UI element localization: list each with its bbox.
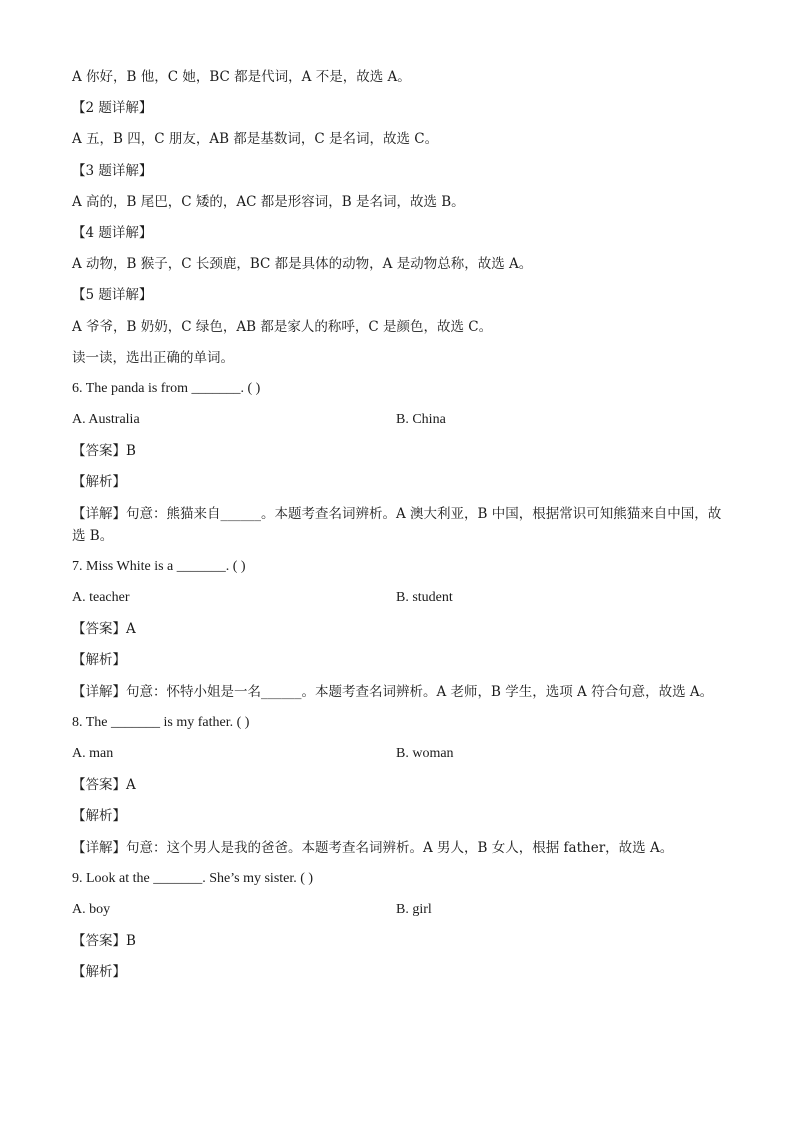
option-b: B. girl bbox=[396, 901, 432, 917]
answer-label: 【答案】A bbox=[72, 621, 136, 638]
question-options-9 bbox=[72, 899, 734, 921]
analysis-label: 【解析】 bbox=[72, 652, 126, 669]
analysis-label: 【解析】 bbox=[72, 964, 126, 981]
instruction-heading: 读一读，选出正确的单词。 bbox=[72, 349, 234, 366]
answer-label: 【答案】B bbox=[72, 443, 136, 460]
question-stem-6: 6. The panda is from _______. ( ) bbox=[72, 380, 261, 396]
question-stem-9: 9. Look at the _______. She’s my sister. ( ) bbox=[72, 870, 314, 886]
detail-text: 【详解】句意：这个男人是我的爸爸。本题考查名词辨析。A 男人，B 女人，根据 father，故选 A。 bbox=[72, 839, 674, 856]
question-stem-7: 7. Miss White is a _______. ( ) bbox=[72, 558, 246, 574]
explanation-line-4: A 动物，B 猴子，C 长颈鹿，BC 都是具体的动物，A 是动物总称，故选 A。 bbox=[72, 256, 533, 273]
detail-text: 【详解】句意：熊猫来自______。本题考查名词辨析。A 澳大利亚，B 中国，根据常识可知熊猫来自中国，故选 B。 bbox=[72, 505, 722, 544]
detail-text: 【详解】句意：怀特小姐是一名______。本题考查名词辨析。A 老师，B 学生，选项 A 符合句意，故选 A。 bbox=[72, 683, 714, 700]
option-a: A. teacher bbox=[72, 590, 130, 605]
option-a: A. Australia bbox=[72, 412, 140, 428]
option-b: B. China bbox=[396, 412, 446, 428]
answer-label: 【答案】A bbox=[72, 777, 136, 794]
question-options-6 bbox=[72, 409, 734, 431]
explanation-line-5: A 爷爷，B 奶奶，C 绿色，AB 都是家人的称呼，C 是颜色，故选 C。 bbox=[72, 318, 493, 335]
option-b: B. woman bbox=[396, 745, 454, 761]
explanation-line-3: A 高的，B 尾巴，C 矮的，AC 都是形容词，B 是名词，故选 B。 bbox=[72, 193, 465, 210]
explanation-line-2: A 五，B 四，C 朋友，AB 都是基数词，C 是名词，故选 C。 bbox=[72, 131, 439, 148]
answer-label: 【答案】B bbox=[72, 933, 136, 950]
question-stem-8: 8. The _______ is my father. ( ) bbox=[72, 714, 250, 730]
option-b: B. student bbox=[396, 590, 453, 605]
section-heading-q2: 【2 题详解】 bbox=[72, 100, 153, 117]
explanation-line-1: A 你好，B 他，C 她，BC 都是代词，A 不是，故选 A。 bbox=[72, 69, 411, 85]
section-heading-q3: 【3 题详解】 bbox=[72, 162, 153, 179]
analysis-label: 【解析】 bbox=[72, 808, 126, 825]
option-a: A. boy bbox=[72, 901, 111, 917]
question-options-7 bbox=[72, 587, 734, 609]
question-options-8 bbox=[72, 743, 734, 765]
analysis-label: 【解析】 bbox=[72, 474, 126, 491]
option-a: A. man bbox=[72, 745, 114, 761]
section-heading-q4: 【4 题详解】 bbox=[72, 224, 153, 241]
section-heading-q5: 【5 题详解】 bbox=[72, 287, 153, 304]
